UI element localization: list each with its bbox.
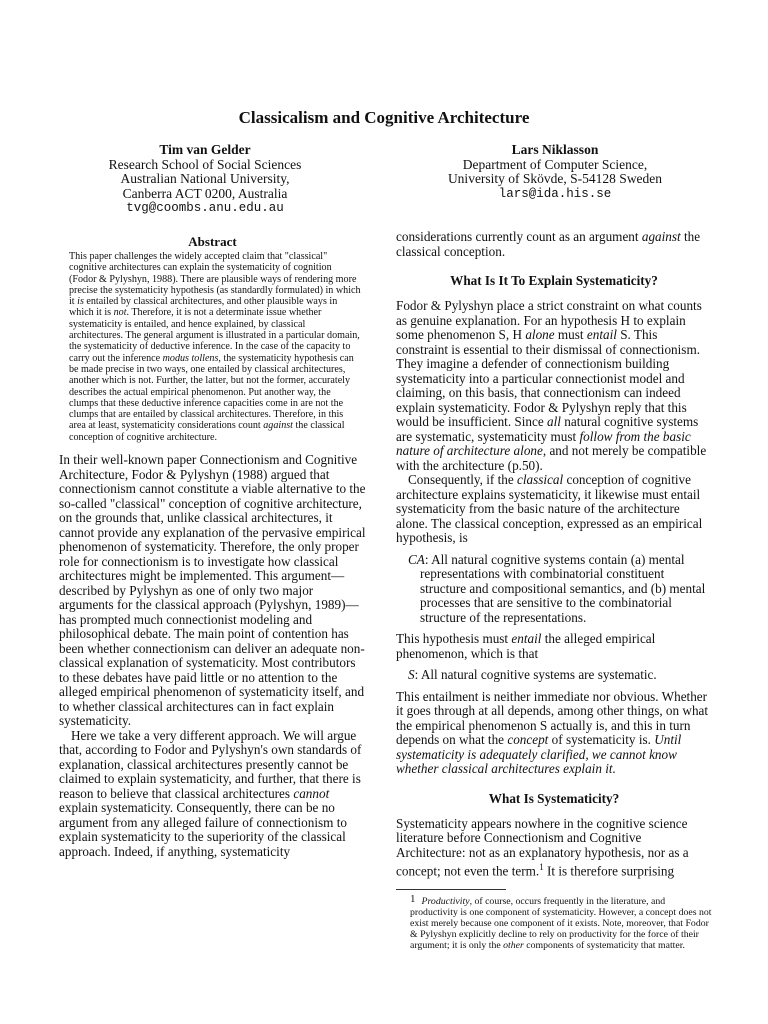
continued-paragraph: considerations currently count as an argument against the classical conception. [396, 229, 701, 259]
hypothesis-ca: CA: All natural cognitive systems contain (a) mental representations with combinatorial constituent structure and compositional semantics, and (b) mental processes that are sensitive to the combinatorial structure of the representations. [408, 551, 706, 625]
author-block-2 [400, 143, 710, 201]
body-paragraph: Systematicity appears nowhere in the cognitive science literature before Connectionism and Cognitive Architecture: not as an explanatory hypothesis, nor as a concept; not even the term.$^1$ It is therefore surprising [396, 815, 689, 879]
author-name: Tim van Gelder [159, 142, 251, 157]
footnote-number: 1 [410, 892, 416, 905]
intro-paragraph-2: Here we take a very different approach. We will argue that, according to Fodor and Pylyshyn's own standards of explanation, classical architectures presently cannot be claimed to explain systematicity, and further, that there is reason to believe that classical architectures cannot explain systematicity. Consequently, there can be no argument from any alleged failure of connectionism to explain systematicity to the superiority of the classical approach. Indeed, if anything, systematicity [59, 727, 362, 859]
body-paragraph: This hypothesis must entail the alleged empirical phenomenon, which is that [396, 631, 656, 661]
section-heading: What Is Systematicity? [488, 790, 620, 806]
section-heading: What Is It To Explain Systematicity? [450, 273, 658, 288]
author-affiliation: Research School of Social Sciences [108, 156, 302, 172]
author-affiliation: Department of Computer Science, [462, 156, 648, 172]
body-paragraph: This entailment is neither immediate nor obvious. Whether it goes through at all depends, among other things, on what the empirical phenomenon S actually is, and this in turn depends on what the concept of systematicity is. Until systematicity is adequately clarified, we cannot know whether classical architectures explain it. [396, 688, 709, 776]
paper-title: Classicalism and Cognitive Architecture [238, 108, 530, 127]
author-name: Lars Niklasson [511, 142, 599, 157]
abstract-heading: Abstract [188, 234, 237, 249]
author-address: University of Skövde, S-54128 Sweden [447, 171, 663, 186]
author-email: lars@ida.his.se [498, 186, 612, 201]
body-paragraph: Consequently, if the classical conception of cognitive architecture explains systematicity, it likewise must entail systematicity from the basic nature of the architecture alone. The classical conception, expressed as an empirical hypothesis, is [396, 472, 703, 545]
footnote: 1 Productivity, of course, occurs frequently in the literature, and productivity is one component of systematicity. However, a concept does not exist merely because one component of it exists. Note, moreover, that Fodor & Pylyshyn explicitly decline to rely on productivity for the force of their argument; it is only the other components of systematicity that matter. [410, 892, 712, 951]
author-affiliation: Australian National University, [120, 171, 290, 186]
left-column [59, 230, 366, 859]
intro-paragraph: In their well-known paper Connectionism and Cognitive Architecture, Fodor & Pylyshyn (1988) argued that connectionism cannot constitute a viable alternative to the so-called "classical" conception of cognitive architecture, on the grounds that, unlike classical architectures, it cannot provide any explanation of the pervasive empirical phenomenon of systematicity. Therefore, the only proper role for connectionism is to investigate how classical architectures might be implemented. This argument—described by Pylyshyn as one of only two major arguments for the classical approach (Pylyshyn, 1989)—has prompted much connectionist modeling and philosophical debate. The main point of contention has been whether connectionism can deliver an adequate non-classical explanation of systematicity. Most contributors to these debates have paid little or no attention to the alleged empirical phenomenon of systematicity itself, and to whether classical architectures can in fact explain systematicity. [59, 452, 366, 729]
footnote-marker: 1 [539, 862, 544, 872]
author-block-1 [60, 143, 350, 216]
hypothesis-s: S: All natural cognitive systems are systematic. [408, 667, 657, 682]
author-address: Canberra ACT 0200, Australia [122, 185, 288, 201]
abstract-text: This paper challenges the widely accepted claim that "classical" cognitive architectures can explain the systematicity of cognition (Fodor & Pylyshyn, 1988). There are plausible ways of rendering more precise the systematicity hypothesis (as standardly formulated) in which it is entailed by classical architectures, and other plausible ways in which it is not. Therefore, it is not a determinate issue whether systematicity is entailed, and hence explained, by classical architectures. The general argument is illustrated in a particular domain, the systematicity of deductive inference. In the case of the capacity to carry out the inference modus tollens, the systematicity hypothesis can be made precise in two ways, one entailed by classical architectures, another which is not. Further, the latter, but not the former, accurately describes the actual empirical phenomenon. Put another way, the clumps that these deductive inference capacities come in are not the clumps that are entailed by classical architectures. Therefore, in this area at least, systematicity considerations count against the classical conception of cognitive architecture. [69, 251, 361, 443]
body-paragraph: Fodor & Pylyshyn place a strict constraint on what counts as genuine explanation. For an hypothesis H to explain some phenomenon S, H alone must entail S. This constraint is essential to their dismissal of connectionism. They imagine a defender of connectionism building systematicity into a particular connectionist model and claiming, on this basis, that connectionism can indeed explain systematicity. Fodor & Pylyshyn reply that this would be insufficient. Since all natural cognitive systems are systematic, systematicity must follow from the basic nature of architecture alone, and not merely be compatible with the architecture (p.50). [396, 298, 707, 473]
footnote-divider [396, 889, 506, 890]
author-email: tvg@coombs.anu.edu.au [126, 201, 284, 215]
right-column [396, 230, 712, 951]
